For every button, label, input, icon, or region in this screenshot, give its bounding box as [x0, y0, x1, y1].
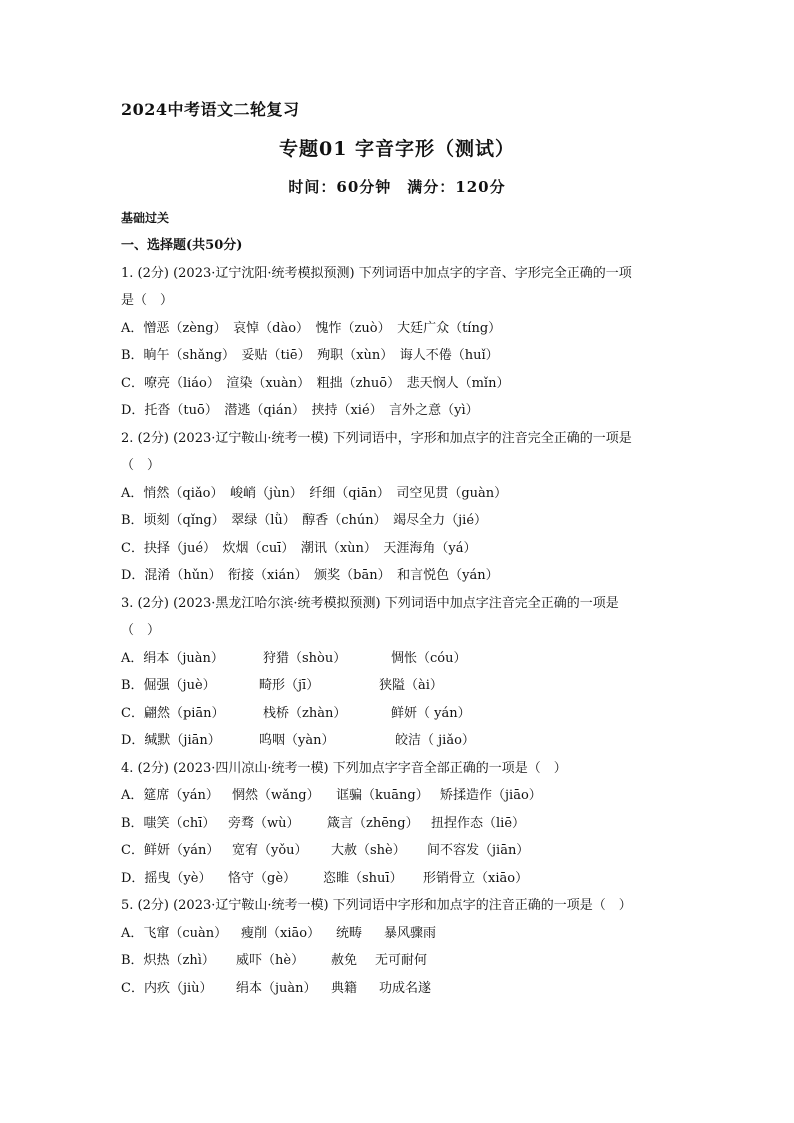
- q1-option-b: B．晌午（shǎng） 妥贴（tiē） 殉职（xùn） 诲人不倦（huǐ）: [121, 348, 499, 363]
- q1-option-d: D．托沓（tuō） 潜逃（qián） 挟持（xié） 言外之意（yì）: [121, 403, 479, 418]
- q1-option-a: A．憎恶（zèng） 哀悼（dào） 愧怍（zuò） 大廷广众（tíng）: [121, 321, 502, 336]
- q4-a-item: A．筵席（yán）: [121, 788, 219, 803]
- q3-c-item: 鲜妍（ yán）: [391, 706, 471, 721]
- q3-a-item: A．绢本（juàn）: [121, 651, 224, 666]
- q3-a-item: 狩猎（shòu）: [263, 651, 347, 666]
- q5-c-item: 典籍: [331, 981, 358, 996]
- q4-b-item: 箴言（zhēng）: [327, 816, 419, 831]
- q4-a-item: 诓骗（kuāng）: [336, 788, 429, 803]
- q2-option-c: C．抉择（jué） 炊烟（cuī） 潮讯（xùn） 天涯海角（yá）: [121, 541, 477, 556]
- q5-b-item: B．炽热（zhì）: [121, 953, 215, 968]
- header-title: 2024中考语文二轮复习: [121, 100, 300, 119]
- q5-b-item: 赦免: [331, 953, 358, 968]
- q3-c-item: C．翩然（piān）: [121, 706, 225, 721]
- q5-b-item: 无可耐何: [375, 953, 428, 968]
- section-part1: 一、选择题(共50分): [121, 238, 243, 253]
- q1-option-c: C．嘹亮（liáo） 渲染（xuàn） 粗拙（zhuō） 悲天悯人（mǐn）: [121, 376, 510, 391]
- q2-option-a: A．悄然（qiǎo） 峻峭（jùn） 纤细（qiān） 司空见贯（guàn）: [121, 486, 508, 501]
- q5-c-item: 绢本（juàn）: [236, 981, 317, 996]
- q4-b-item: 扭捏作态（liē）: [431, 816, 526, 831]
- q4-b-item: B．嗤笑（chī）: [121, 816, 216, 831]
- q4-d-item: 形销骨立（xiāo）: [423, 871, 529, 886]
- q4-stem: 4. (2分) (2023·四川凉山·统考一模) 下列加点字字音全部正确的一项是（ ）: [121, 761, 567, 776]
- q3-d-item: 呜咽（yàn）: [259, 733, 335, 748]
- q4-c-item: 宽宥（yǒu）: [232, 843, 308, 858]
- q3-stem-cont: （ ）: [121, 623, 161, 638]
- q5-stem: 5. (2分) (2023·辽宁鞍山·统考一模) 下列词语中字形和加点字的注音正确的一项是（ ）: [121, 898, 632, 913]
- q4-c-item: 大赦（shè）: [331, 843, 406, 858]
- q5-c-item: 功成名遂: [379, 981, 432, 996]
- q3-d-item: 皎洁（ jiǎo）: [395, 733, 475, 748]
- doc-title: 专题01 字音字形（测试）: [278, 138, 516, 160]
- q4-d-item: D．摇曳（yè）: [121, 871, 212, 886]
- q1-stem: 1. (2分) (2023·辽宁沈阳·统考模拟预测) 下列词语中加点字的字音、字形完全正确的一项: [121, 266, 632, 281]
- q2-option-b: B．顷刻（qǐng） 翠绿（lǜ） 醇香（chún） 竭尽全力（jié）: [121, 513, 488, 528]
- q5-b-item: 威吓（hè）: [236, 953, 305, 968]
- q4-b-item: 旁骛（wù）: [228, 816, 300, 831]
- q5-c-item: C．内疚（jiù）: [121, 981, 213, 996]
- q5-a-item: 暴风骤雨: [384, 926, 437, 941]
- q1-stem-cont: 是（ ）: [121, 293, 174, 308]
- q3-b-item: B．倔强（juè）: [121, 678, 216, 693]
- q3-b-item: 畸形（jī）: [259, 678, 320, 693]
- q3-b-item: 狭隘（ài）: [379, 678, 443, 693]
- q3-stem: 3. (2分) (2023·黑龙江哈尔滨·统考模拟预测) 下列词语中加点字注音完全正确的一项是: [121, 596, 619, 611]
- section-basic: 基础过关: [121, 211, 170, 225]
- q5-a-item: 瘦削（xiāo）: [241, 926, 321, 941]
- q5-a-item: A．飞窜（cuàn）: [121, 926, 228, 941]
- q2-stem: 2. (2分) (2023·辽宁鞍山·统考一模) 下列词语中，字形和加点字的注音完全正确的一项是: [121, 431, 632, 446]
- q4-a-item: 矫揉造作（jiāo）: [440, 788, 542, 803]
- q3-a-item: 惆怅（cóu）: [391, 651, 467, 666]
- q4-c-item: 间不容发（jiān）: [427, 843, 530, 858]
- q5-a-item: 统畴: [336, 926, 363, 941]
- q2-stem-cont: （ ）: [121, 458, 161, 473]
- q2-option-d: D．混淆（hǔn） 衔接（xián） 颁奖（bān） 和言悦色（yán）: [121, 568, 499, 583]
- q3-d-item: D．缄默（jiān）: [121, 733, 221, 748]
- q4-d-item: 恪守（gè）: [228, 871, 297, 886]
- q4-c-item: C．鲜妍（yán）: [121, 843, 220, 858]
- q4-a-item: 惘然（wǎng）: [232, 788, 320, 803]
- q3-c-item: 栈桥（zhàn）: [263, 706, 347, 721]
- q4-d-item: 恣睢（shuī）: [323, 871, 403, 886]
- doc-subtitle: 时间：60分钟 满分：120分: [288, 178, 506, 196]
